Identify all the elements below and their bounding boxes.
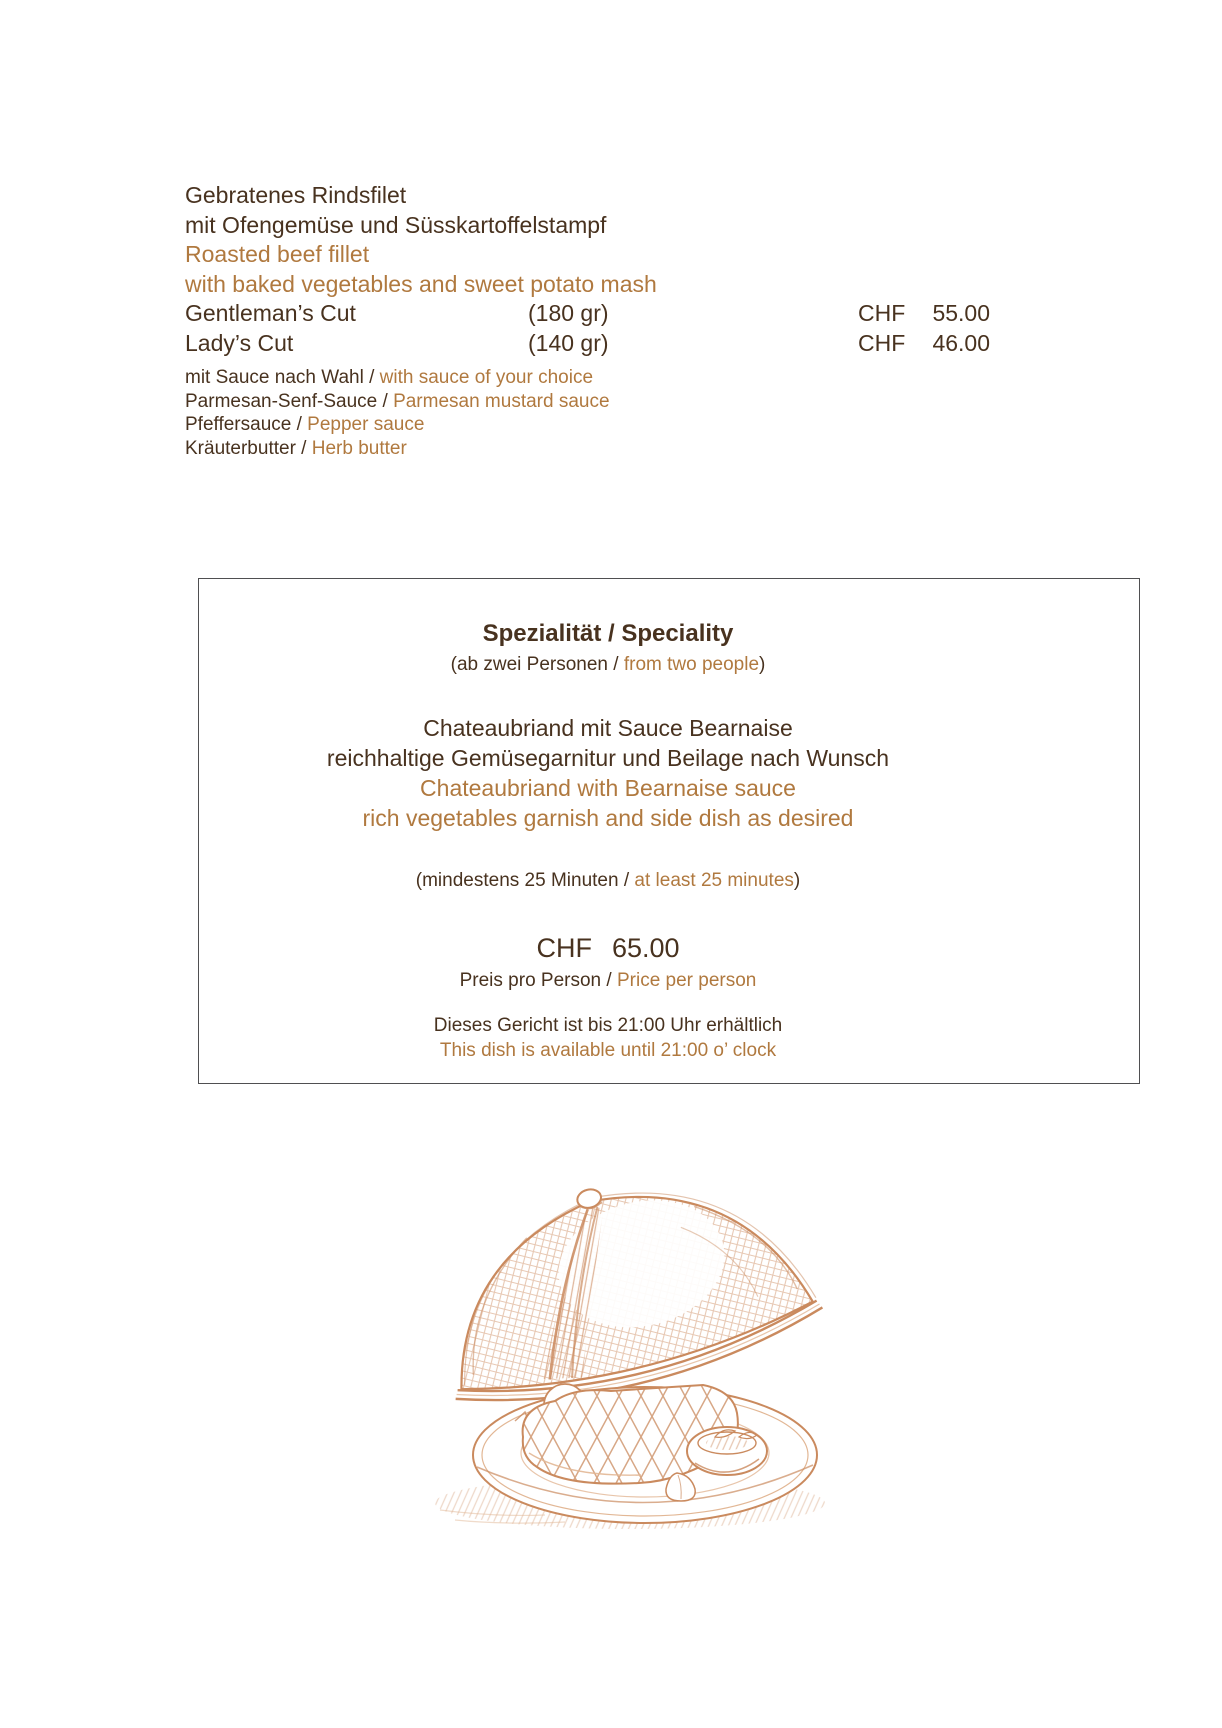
per-person-en: Price per person [616,970,757,991]
speciality-dish-en-line2: rich vegetables garnish and side dish as desired [362,805,854,831]
price-currency: CHF [536,933,592,963]
beef-fillet-section [185,181,1085,359]
sauce-options [185,366,610,460]
preparation-time-note [199,869,1017,893]
cut-price: 55.00 [932,300,990,327]
sauce-en: Pepper sauce [307,414,425,435]
price-per-person-note [199,969,1017,993]
duration-en: at least 25 minutes [634,870,794,891]
cut-currency: CHF [858,329,906,356]
separator: / [295,437,312,459]
cut-name: Lady’s Cut [185,329,294,356]
plate-sketch [435,1370,825,1529]
availability-note [199,1013,1017,1063]
duration-de: (mindestens 25 Minuten [415,870,619,891]
cut-weight: (180 gr) [528,300,609,327]
cut-row-lady [185,329,1085,359]
separator: / [363,367,380,388]
separator: / [377,390,394,412]
price-value: 65.00 [611,933,680,963]
dish-name-de-line1: Gebratenes Rindsfilet [185,182,407,208]
speciality-title: Spezialität / Speciality [482,620,734,647]
sauce-line [185,413,610,437]
speciality-dish [199,713,1017,833]
speciality-dish-de-line1: Chateaubriand mit Sauce Bearnaise [423,715,793,741]
per-person-de: Preis pro Person [459,970,602,991]
speciality-dish-de-line2: reichhaltige Gemüsegarnitur und Beilage nach Wunsch [326,745,890,771]
dish-name-en-line2: with baked vegetables and sweet potato mash [185,270,657,297]
paren-close: ) [759,654,766,675]
separator: / [291,414,308,435]
availability-de: Dieses Gericht ist bis 21:00 Uhr erhältlich [433,1015,783,1036]
sauce-de: Parmesan-Senf-Sauce [185,390,378,412]
speciality-price [199,931,1017,965]
sauce-de: Kräuterbutter [185,437,296,459]
speciality-box [198,578,1140,1084]
cut-name: Gentleman’s Cut [185,300,356,327]
separator: / [608,654,624,675]
cut-currency: CHF [858,300,906,327]
sauce-de: mit Sauce nach Wahl [185,367,364,388]
sauce-de: Pfeffersauce [185,414,292,435]
paren-close: ) [793,870,801,891]
speciality-content [199,579,1017,1063]
availability-en: This dish is available until 21:00 o’ clock [439,1040,777,1061]
sauce-en: with sauce of your choice [379,367,594,388]
separator: / [618,870,635,891]
speciality-subtitle [199,653,1017,677]
cut-row-gentleman [185,299,1085,329]
sauce-line [185,366,610,390]
cloche-steak-plate-illustration [415,1165,860,1590]
sauce-en: Herb butter [311,437,407,459]
separator: / [601,970,617,991]
subtitle-en: from two people [623,654,760,675]
dish-name-en-line1: Roasted beef fillet [185,241,370,268]
dish-name-de-line2: mit Ofengemüse und Süsskartoffelstampf [185,211,607,238]
cut-weight: (140 gr) [528,329,609,356]
cut-price: 46.00 [932,329,990,356]
sauce-en: Parmesan mustard sauce [393,390,610,412]
sauce-line [185,390,610,414]
subtitle-de: (ab zwei Personen [450,654,608,675]
speciality-dish-en-line1: Chateaubriand with Bearnaise sauce [420,775,796,801]
sauce-line [185,437,610,461]
